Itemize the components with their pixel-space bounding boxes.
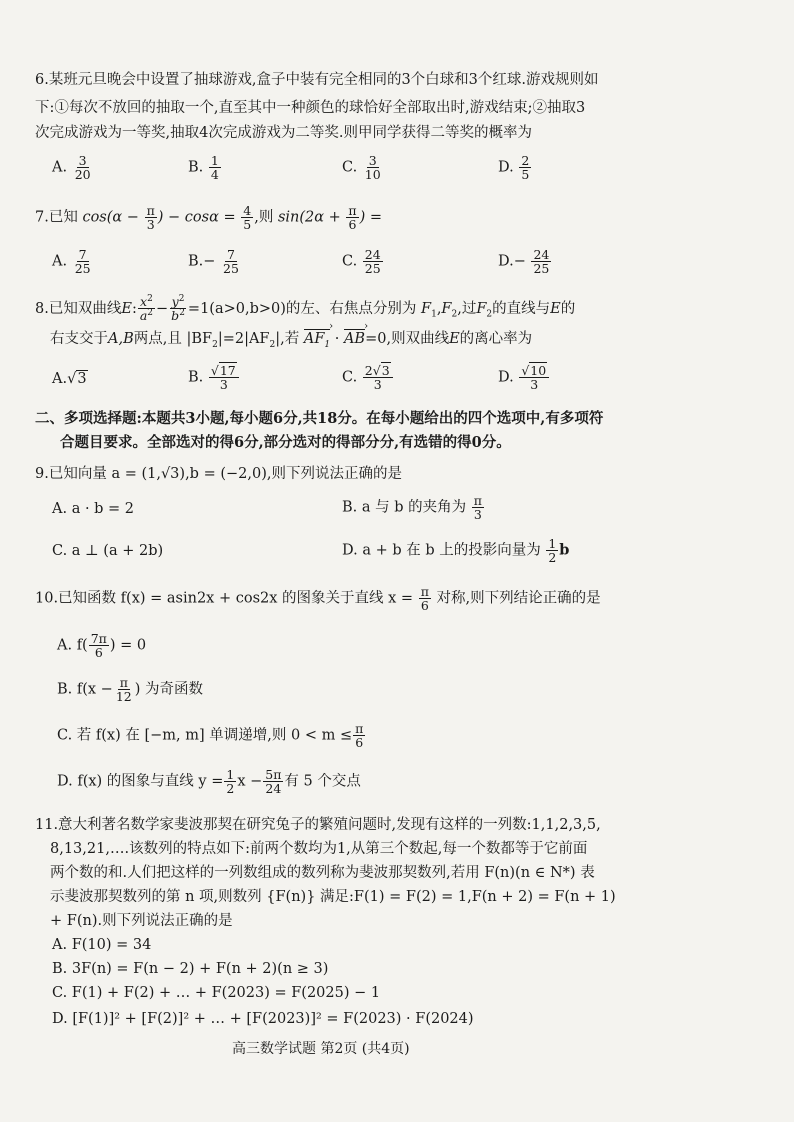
q8-option-d[interactable]: D. $\frac{√10}{3}$ (498, 364, 550, 391)
q11-option-c[interactable]: C. F(1) + F(2) + … + F(2023) = F(2025) − 1 (52, 985, 381, 1001)
q7-option-d[interactable]: D.− $\frac{24}{25}$ (498, 247, 550, 277)
q8-stem-line2: 右支交于A,B两点,且 $|BF_2|=2|AF_2|$,若 $AF_1$ › · AB ›=0,则双曲线E的离心率为 (50, 332, 532, 350)
q10-option-a[interactable]: A. f( $\frac{7\pi}{6}$ ) = 0 (57, 631, 147, 661)
q11-line4: 示斐波那契数列的第 n 项,则数列 {F(n)} 满足:F(1) = F(2) = 1,F(n + 2) = F(n + 1) (50, 889, 616, 905)
q8-option-b[interactable]: B. $\frac{√17}{3}$ (188, 364, 240, 391)
q8-stem-line1: 8.已知双曲线E: $\frac{x^2}{a^2}$ − $\frac{y^2}{b^2}$ =1(a>0,b>0)的左、右焦点分别为 $F_1,F_2$,过$F_2$的直线与E的 (35, 294, 576, 324)
q11-line1: 11.意大利著名数学家斐波那契在研究兔子的繁殖问题时,发现有这样的一列数:1,1,2,3,5, (35, 817, 601, 833)
q7-stem: 7.已知 cos(α − $\frac{\pi}{3}$ ) − cosα = $\frac{4}{5}$ ,则 sin(2α + $\frac{\pi}{6}$ ) = (35, 203, 383, 233)
q10-stem: 10.已知函数 f(x) = asin2x + cos2x 的图象关于直线 x = $\frac{\pi}{6}$ 对称,则下列结论正确的是 (35, 584, 601, 614)
q10-option-b[interactable]: B. f(x − $\frac{\pi}{12}$ ) 为奇函数 (57, 675, 204, 705)
q10-option-d[interactable]: D. f(x) 的图象与直线 y = $\frac{1}{2}$ x − $\frac{5\pi}{24}$ 有 5 个交点 (57, 767, 361, 797)
q11-option-a[interactable]: A. F(10) = 34 (52, 937, 152, 953)
q11-option-b[interactable]: B. 3F(n) = F(n − 2) + F(n + 2)(n ≥ 3) (52, 961, 329, 977)
q8-option-a[interactable]: A.√3 (52, 371, 87, 387)
q11-line2: 8,13,21,….该数列的特点如下:前两个数均为1,从第三个数起,每一个数都等于它前面 (50, 841, 588, 857)
q11-line5: + F(n).则下列说法正确的是 (50, 913, 233, 929)
q9-option-a[interactable]: A. a · b = 2 (52, 501, 135, 517)
q6-line2: 下:①每次不放回的抽取一个,直至其中一种颜色的球恰好全部取出时,游戏结束;②抽取3 (35, 100, 586, 116)
section2-heading-line2: 合题目要求。全部选对的得6分,部分选对的得部分分,有选错的得0分。 (60, 434, 511, 451)
q6-option-a[interactable]: A. $\frac{3}{20}$ (52, 153, 91, 183)
q9-option-b[interactable]: B. a 与 b 的夹角为 $\frac{\pi}{3}$ (342, 493, 482, 523)
page-footer: 高三数学试题 第2页 (共4页) (232, 1041, 410, 1057)
q7-option-a[interactable]: A. $\frac{7}{25}$ (52, 247, 91, 277)
q8-option-c[interactable]: C. $\frac{2√3}{3}$ (342, 364, 394, 391)
q7-option-b[interactable]: B.− $\frac{7}{25}$ (188, 247, 239, 277)
section2-heading-line1: 二、多项选择题:本题共3小题,每小题6分,共18分。在每小题给出的四个选项中,有多项符 (35, 410, 604, 427)
q11-line3: 两个数的和.人们把这样的一列数组成的数列称为斐波那契数列,若用 F(n)(n ∈ N*) 表 (50, 865, 595, 881)
q10-option-c[interactable]: C. 若 f(x) 在 [−m, m] 单调递增,则 0 < m ≤ $\frac{\pi}{6}$ (57, 721, 364, 751)
q6-line3: 次完成游戏为一等奖,抽取4次完成游戏为二等奖.则甲同学获得二等奖的概率为 (35, 125, 532, 141)
q9-stem: 9.已知向量 a = (1,√3),b = (−2,0),则下列说法正确的是 (35, 466, 402, 482)
q6-line1: 6.某班元旦晚会中设置了抽球游戏,盒子中装有完全相同的3个白球和3个红球.游戏规则如 (35, 72, 599, 88)
q11-option-d[interactable]: D. [F(1)]² + [F(2)]² + … + [F(2023)]² = F(2023) · F(2024) (52, 1011, 474, 1027)
q6-option-d[interactable]: D. $\frac{2}{5}$ (498, 153, 530, 183)
q6-option-b[interactable]: B. $\frac{1}{4}$ (188, 153, 219, 183)
q9-option-d[interactable]: D. a + b 在 b 上的投影向量为 $\frac{1}{2}$ b (342, 536, 570, 566)
q6-option-c[interactable]: C. $\frac{3}{10}$ (342, 153, 381, 183)
q7-option-c[interactable]: C. $\frac{24}{25}$ (342, 247, 381, 277)
q9-option-c[interactable]: C. a ⊥ (a + 2b) (52, 543, 164, 559)
